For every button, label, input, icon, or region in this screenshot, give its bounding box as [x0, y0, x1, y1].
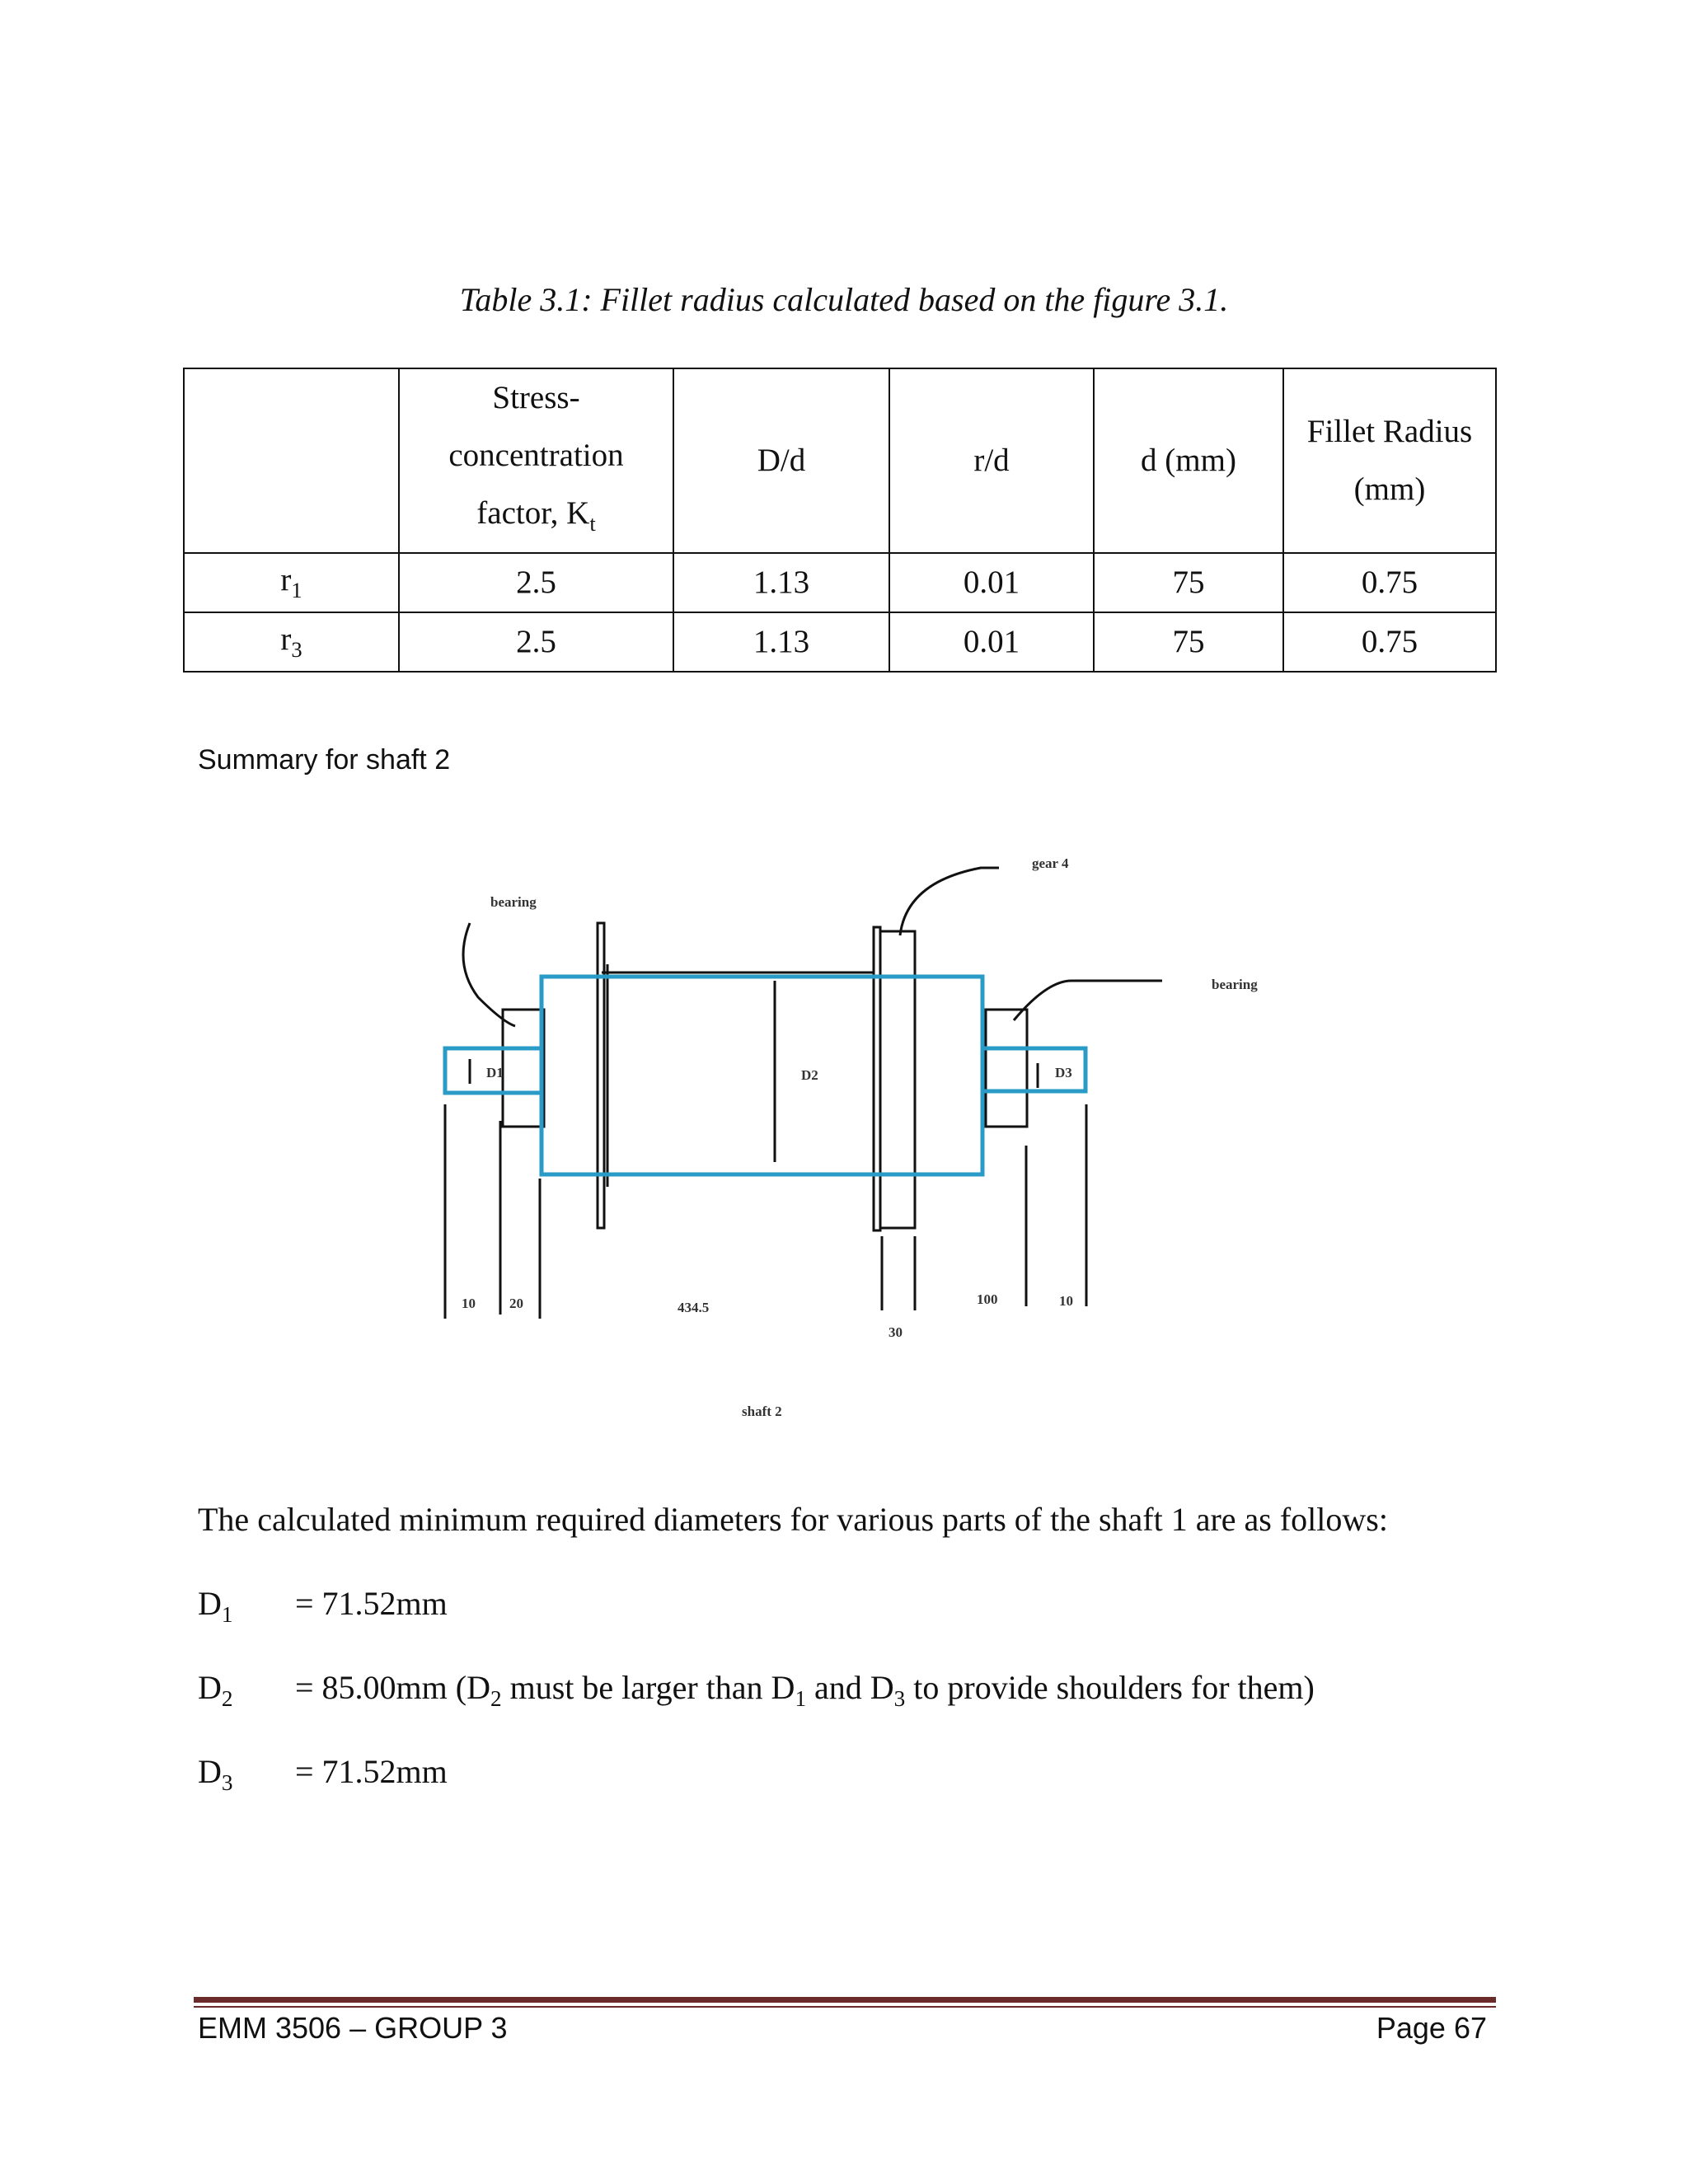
- header-dd: D/d: [673, 368, 889, 553]
- table-row: [184, 612, 1496, 672]
- row-kt: 2.5: [399, 553, 673, 612]
- bearing-right-label: bearing: [1212, 977, 1258, 992]
- row-symbol: $r_3$: [184, 612, 399, 672]
- header-d: d (mm): [1094, 368, 1283, 553]
- shaft-label: shaft 2: [742, 1404, 782, 1419]
- header-rd: r/d: [889, 368, 1094, 553]
- row-kt: 2.5: [399, 612, 673, 672]
- bearing-left-label: bearing: [490, 894, 537, 910]
- left-bearing-block: [503, 1010, 544, 1127]
- body-paragraph: The calculated minimum required diameters for various parts of the shaft 1 are as follows:: [198, 1501, 1388, 1538]
- d1-label: D1: [486, 1065, 504, 1080]
- dim-gear: 30: [889, 1324, 903, 1340]
- equation-d3: $D_3 = 71.52mm$: [198, 1753, 448, 1795]
- summary-title: Summary for shaft 2: [198, 744, 451, 776]
- header-stress-concentration: Stress- concentration factor, $K_t$: [399, 368, 673, 553]
- header-fillet-radius: Fillet Radius (mm): [1283, 368, 1496, 553]
- dim-r2: 10: [1059, 1293, 1073, 1309]
- equation-d2: $D_2 = 85.00mm$ ($D_2$ must be larger than $D_1$ and $D_3$ to provide shoulders for them): [198, 1669, 1315, 1711]
- row-rd: 0.01: [889, 612, 1094, 672]
- footer-course: EMM 3506 – GROUP 3: [198, 2011, 508, 2045]
- footer-rule-thin: [194, 2006, 1496, 2008]
- dim-l2: 20: [509, 1296, 523, 1311]
- table-header-row: [184, 368, 1496, 553]
- row-symbol: $r_1$: [184, 553, 399, 612]
- dim-l1: 10: [462, 1296, 476, 1311]
- table-row: [184, 553, 1496, 612]
- right-bearing-leader: [1014, 981, 1162, 1020]
- row-rd: 0.01: [889, 553, 1094, 612]
- row-d: 75: [1094, 553, 1283, 612]
- right-bearing-block: [986, 1010, 1027, 1127]
- row-fillet-radius: 0.75: [1283, 553, 1496, 612]
- shaft-2-diagram: [412, 832, 1352, 1459]
- footer-rule: [194, 1997, 1496, 2003]
- dim-r1: 100: [977, 1291, 998, 1307]
- gear-label: gear 4: [1032, 855, 1069, 871]
- equation-d1: $D_1 = 71.52mm$: [198, 1585, 448, 1627]
- left-flange: [598, 923, 604, 1228]
- header-empty-cell: [184, 368, 399, 553]
- d2-label: D2: [801, 1067, 818, 1083]
- dim-mid: 434.5: [678, 1300, 710, 1315]
- gear-leader: [900, 868, 999, 935]
- fillet-radius-table: [183, 368, 1497, 673]
- row-fillet-radius: 0.75: [1283, 612, 1496, 672]
- row-dd: 1.13: [673, 612, 889, 672]
- d3-label: D3: [1055, 1065, 1072, 1080]
- table-caption: Table 3.1: Fillet radius calculated based on the figure 3.1.: [459, 281, 1229, 318]
- row-dd: 1.13: [673, 553, 889, 612]
- footer-page-number: Page 67: [1376, 2011, 1487, 2045]
- row-d: 75: [1094, 612, 1283, 672]
